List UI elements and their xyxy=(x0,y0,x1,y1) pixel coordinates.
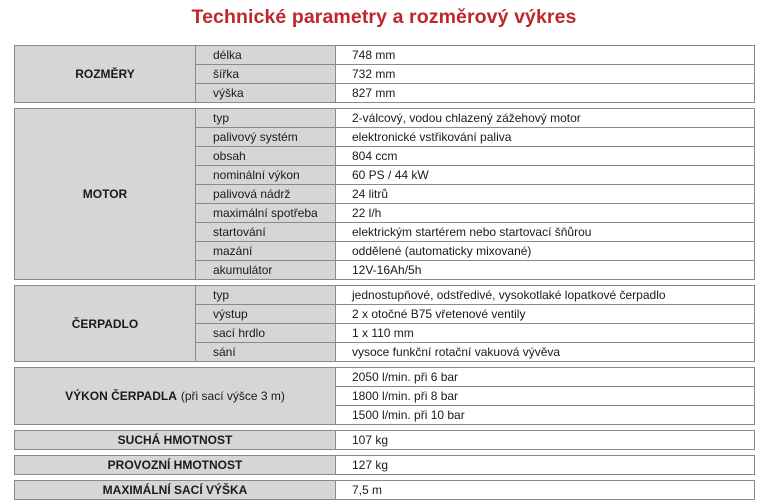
row-value: 827 mm xyxy=(335,84,755,102)
section-rows xyxy=(195,45,755,103)
row-key: obsah xyxy=(195,147,335,165)
row-value: 748 mm xyxy=(335,46,755,64)
section-rows xyxy=(195,108,755,280)
section-label xyxy=(14,108,195,280)
row-value: elektronické vstřikování paliva xyxy=(335,128,755,146)
section-label-text: MOTOR xyxy=(82,187,128,201)
section-cerpadlo xyxy=(14,285,755,362)
row-value: 60 PS / 44 kW xyxy=(335,166,755,184)
row-key: výstup xyxy=(195,305,335,323)
section-sublabel: (při sací výšce 3 m) xyxy=(180,389,285,403)
row-value: 12V-16Ah/5h xyxy=(335,261,755,279)
row-value: 1800 l/min. při 8 bar xyxy=(335,387,755,405)
row-key: palivová nádrž xyxy=(195,185,335,203)
table-row xyxy=(335,406,755,425)
section-maximalni-saci-vyska xyxy=(14,480,755,500)
row-value: 127 kg xyxy=(335,456,755,474)
row-key: typ xyxy=(195,286,335,304)
table-row xyxy=(195,109,755,128)
row-key: délka xyxy=(195,46,335,64)
row-value: 732 mm xyxy=(335,65,755,83)
row-value: elektrickým startérem nebo startovací šňůrou xyxy=(335,223,755,241)
table-row xyxy=(195,343,755,362)
row-key: akumulátor xyxy=(195,261,335,279)
row-value: 107 kg xyxy=(335,431,755,449)
row-key: nominální výkon xyxy=(195,166,335,184)
row-value: 22 l/h xyxy=(335,204,755,222)
table-row xyxy=(195,242,755,261)
row-value: 2-válcový, vodou chlazený zážehový motor xyxy=(335,109,755,127)
row-key: startování xyxy=(195,223,335,241)
section-sucha-hmotnost xyxy=(14,430,755,450)
row-value: 1500 l/min. při 10 bar xyxy=(335,406,755,424)
row-key: šířka xyxy=(195,65,335,83)
row-key: sání xyxy=(195,343,335,361)
table-row xyxy=(335,481,755,500)
section-label xyxy=(14,430,335,450)
spec-table xyxy=(14,45,755,500)
table-row xyxy=(195,128,755,147)
section-label-text: MAXIMÁLNÍ SACÍ VÝŠKA xyxy=(102,483,248,497)
table-row xyxy=(195,286,755,305)
row-value: 804 ccm xyxy=(335,147,755,165)
row-value: 7,5 m xyxy=(335,481,755,499)
row-value: 2050 l/min. při 6 bar xyxy=(335,368,755,386)
table-row xyxy=(195,305,755,324)
section-label xyxy=(14,367,335,425)
page-title: Technické parametry a rozměrový výkres xyxy=(191,6,577,28)
section-rows xyxy=(335,430,755,450)
section-label xyxy=(14,455,335,475)
table-row xyxy=(335,387,755,406)
table-row xyxy=(335,456,755,475)
section-rozmery xyxy=(14,45,755,103)
section-label xyxy=(14,285,195,362)
row-key: výška xyxy=(195,84,335,102)
table-row xyxy=(195,185,755,204)
row-key: maximální spotřeba xyxy=(195,204,335,222)
section-label-text: VÝKON ČERPADLA xyxy=(65,389,177,403)
section-label xyxy=(14,45,195,103)
row-value: 1 x 110 mm xyxy=(335,324,755,342)
table-row xyxy=(195,46,755,65)
section-label xyxy=(14,480,335,500)
row-value: vysoce funkční rotační vakuová vývěva xyxy=(335,343,755,361)
row-key: palivový systém xyxy=(195,128,335,146)
table-row xyxy=(335,431,755,450)
section-label-text: ČERPADLO xyxy=(71,316,139,331)
section-rows xyxy=(335,455,755,475)
section-rows xyxy=(335,367,755,425)
section-motor xyxy=(14,108,755,280)
table-row xyxy=(195,223,755,242)
row-value: 24 litrů xyxy=(335,185,755,203)
table-row xyxy=(195,84,755,103)
section-label-text: PROVOZNÍ HMOTNOST xyxy=(107,458,243,472)
section-rows xyxy=(335,480,755,500)
section-label-text: ROZMĚRY xyxy=(75,67,135,81)
row-key: typ xyxy=(195,109,335,127)
table-row xyxy=(195,147,755,166)
table-row xyxy=(195,65,755,84)
table-row xyxy=(335,368,755,387)
section-label-text: SUCHÁ HMOTNOST xyxy=(117,433,233,447)
row-value: 2 x otočné B75 vřetenové ventily xyxy=(335,305,755,323)
row-value: oddělené (automaticky mixované) xyxy=(335,242,755,260)
table-row xyxy=(195,166,755,185)
section-vykon-cerpadla xyxy=(14,367,755,425)
row-key: sací hrdlo xyxy=(195,324,335,342)
table-row xyxy=(195,261,755,280)
table-row xyxy=(195,204,755,223)
section-provozni-hmotnost xyxy=(14,455,755,475)
table-row xyxy=(195,324,755,343)
row-value: jednostupňové, odstředivé, vysokotlaké lopatkové čerpadlo xyxy=(335,286,755,304)
row-key: mazání xyxy=(195,242,335,260)
section-rows xyxy=(195,285,755,362)
